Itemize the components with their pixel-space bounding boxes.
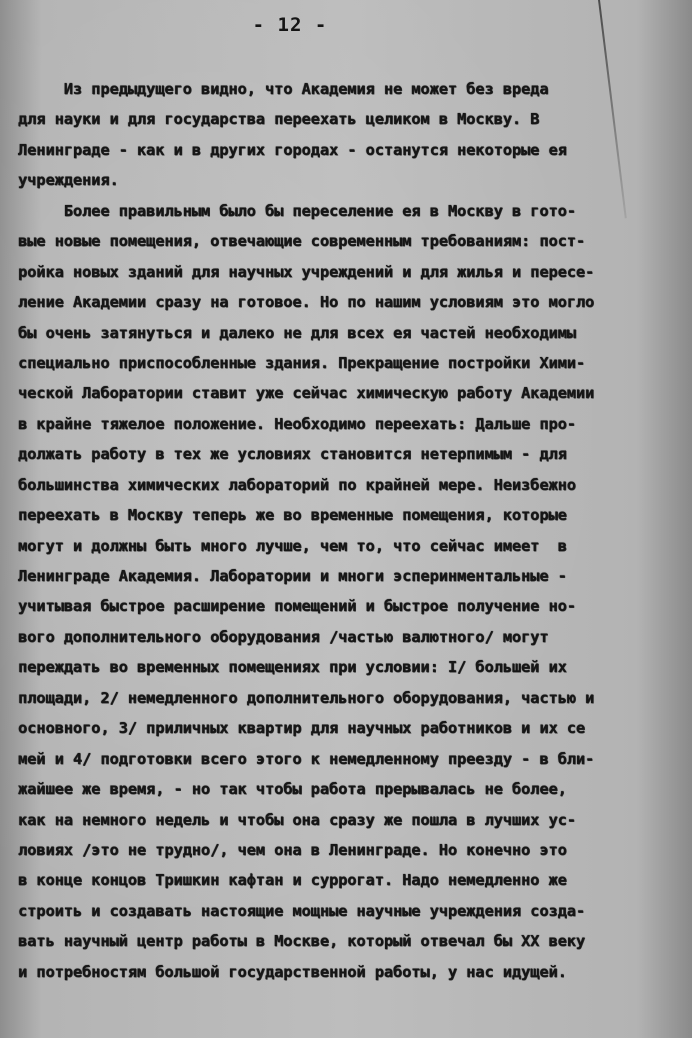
text-line: вого дополнительного оборудования /частью валютного/ могут	[18, 627, 549, 646]
text-line: большинства химических лабораторий по крайней мере. Неизбежно	[18, 475, 576, 494]
text-line: для науки и для государства переехать целиком в Москву. В	[18, 110, 540, 129]
text-line: как на немного недель и чтобы она сразу же пошла в лучших ус-	[18, 810, 576, 829]
text-line: и потребностям большой государственной работы, у нас идущей.	[18, 962, 567, 981]
text-line: вые новые помещения, отвечающие современным требованиям: пост-	[18, 232, 586, 251]
body-text	[18, 74, 686, 987]
text-line: Ленинграде Академия. Лаборатории и многи эсперинментальные -	[18, 567, 567, 585]
text-line: Более правильным было бы переселение ея в Москву в гото-	[18, 201, 576, 220]
text-line: вать научный центр работы в Москве, который отвечал бы XX веку	[18, 932, 586, 951]
text-line: ческой Лаборатории ставит уже сейчас химическую работу Академии	[18, 384, 595, 403]
text-line: ройка новых зданий для научных учреждений и для жилья и пересе-	[18, 262, 595, 281]
text-line: жайшее же время, - но так чтобы работа прерывалась не более,	[18, 780, 567, 799]
page-number: - 12 -	[252, 14, 328, 36]
text-line: должать работу в тех же условиях становится нетерпимым - для	[18, 445, 567, 464]
text-line: ловиях /это не трудно/, чем она в Ленинграде. Но конечно это	[18, 840, 567, 859]
text-line: ление Академии сразу на готовое. Но по нашим условиям это могло	[18, 293, 595, 312]
text-line: Из предыдущего видно, что Академия не может без вреда	[18, 80, 549, 98]
text-line: мей и 4/ подготовки всего этого к немедленному преезду - в бли-	[18, 749, 595, 768]
text-line: основного, 3/ приличных квартир для научных работников и их се	[18, 719, 586, 738]
text-line: могут и должны быть много лучше, чем то, что сейчас имеет в	[18, 536, 567, 555]
text-line: строить и создавать настоящие мощные научные учреждения созда-	[18, 901, 586, 920]
text-line: в крайне тяжелое положение. Необходимо переехать: Дальше про-	[18, 414, 576, 433]
text-line: специально приспособленные здания. Прекращение постройки Хими-	[18, 353, 586, 372]
text-line: Ленинграде - как и в других городах - останутся некоторые ея	[18, 140, 567, 159]
text-line: бы очень затянуться и далеко не для всех ея частей необходимы	[18, 323, 576, 342]
text-line: переждать во временных помещениях при условии: I/ большей их	[18, 658, 567, 677]
text-line: площади, 2/ немедленного дополнительного оборудования, частью и	[18, 688, 595, 707]
text-line: учитывая быстрое расширение помещений и быстрое получение но-	[18, 597, 576, 616]
text-line: переехать в Москву теперь же во временные помещения, которые	[18, 506, 567, 525]
text-line: в конце концов Тришкин кафтан и суррогат. Надо немедленно же	[18, 871, 567, 890]
text-line: учреждения.	[18, 171, 119, 190]
